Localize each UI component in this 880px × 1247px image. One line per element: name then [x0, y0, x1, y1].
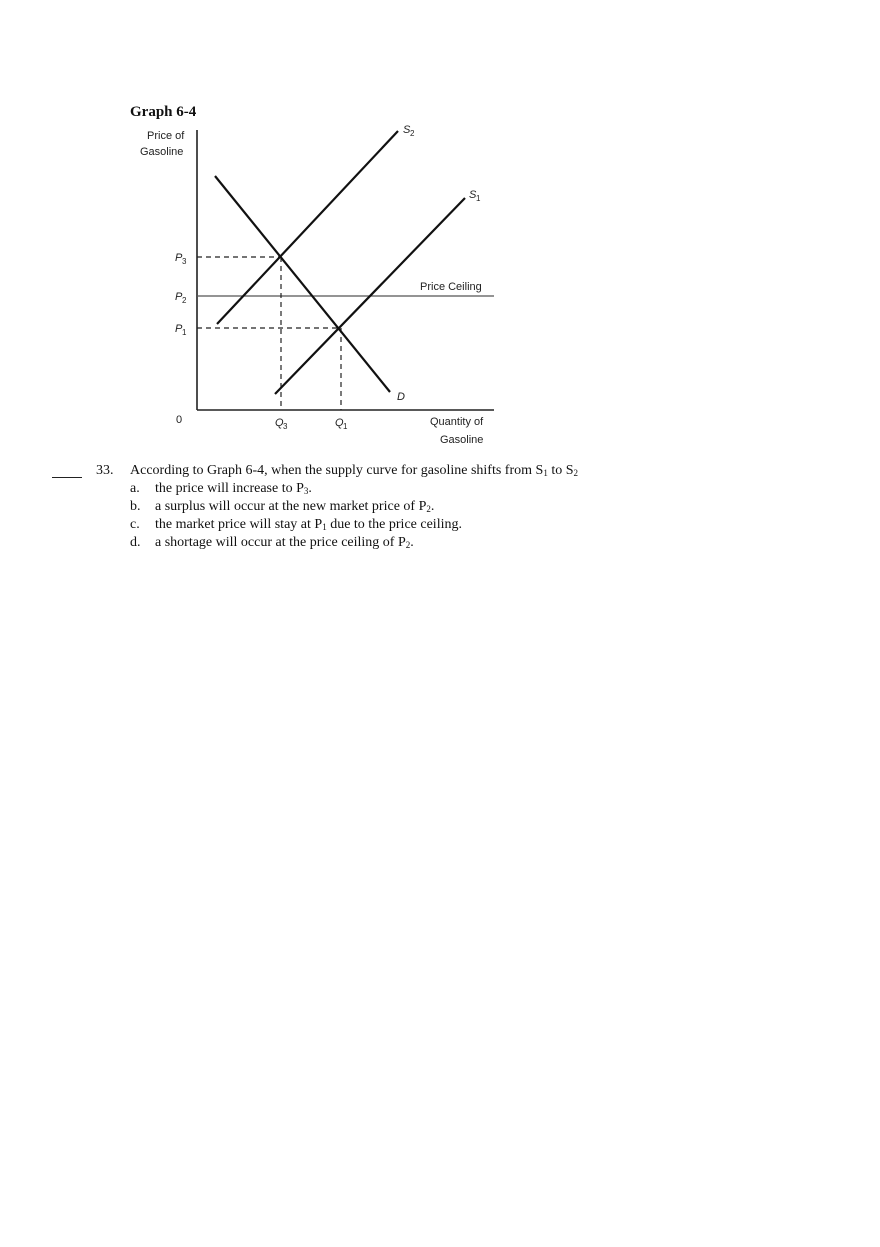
q1-label: Q	[335, 417, 344, 429]
option-b-letter: b.	[130, 499, 141, 514]
s2-label: S	[403, 124, 411, 136]
option-a[interactable]	[0, 480, 880, 498]
q3-label: Q	[275, 417, 284, 429]
p3-subscript: 3	[182, 257, 187, 266]
option-d[interactable]	[0, 534, 880, 552]
y-axis-label-line1: Price of	[147, 130, 185, 142]
option-c[interactable]	[0, 516, 880, 534]
p2-subscript: 2	[182, 296, 187, 305]
question-stem-row	[0, 462, 880, 480]
option-d-text: a shortage will occur at the price ceiling of $P_2$.	[155, 535, 414, 550]
option-d-letter: d.	[130, 535, 141, 550]
answer-blank[interactable]	[52, 463, 82, 478]
x-axis-label-line2: Gasoline	[440, 434, 484, 446]
p1-subscript: 1	[182, 328, 187, 337]
question-stem: According to Graph 6-4, when the supply curve for gasoline shifts from $S_1$ to $S_2$	[130, 463, 578, 478]
question-number: 33.	[96, 463, 114, 478]
p1-label: P	[175, 323, 183, 335]
option-a-text: the price will increase to $P_3$.	[155, 481, 312, 496]
demand-label: D	[397, 391, 405, 403]
origin-label: 0	[176, 414, 183, 426]
option-a-letter: a.	[130, 481, 140, 496]
q1-subscript: 1	[343, 422, 348, 431]
graph-svg	[120, 118, 520, 458]
question-33	[0, 462, 880, 552]
option-c-text: the market price will stay at $P_1$ due to the price ceiling.	[155, 517, 462, 532]
demand-curve	[215, 176, 390, 392]
option-b-text: a surplus will occur at the new market price of $P_2$.	[155, 499, 435, 514]
y-axis-label-line2: Gasoline	[140, 146, 184, 158]
x-axis-label-line1: Quantity of	[430, 416, 484, 428]
p3-label: P	[175, 252, 183, 264]
s1-label: S	[469, 189, 477, 201]
supply-demand-graph	[120, 118, 520, 458]
q3-subscript: 3	[283, 422, 288, 431]
graph-title: Graph 6-4	[130, 104, 197, 120]
s1-subscript: 1	[476, 194, 481, 203]
option-b[interactable]	[0, 498, 880, 516]
price-ceiling-label: Price Ceiling	[420, 281, 482, 293]
p2-label: P	[175, 291, 183, 303]
option-c-letter: c.	[130, 517, 140, 532]
s2-subscript: 2	[410, 129, 415, 138]
